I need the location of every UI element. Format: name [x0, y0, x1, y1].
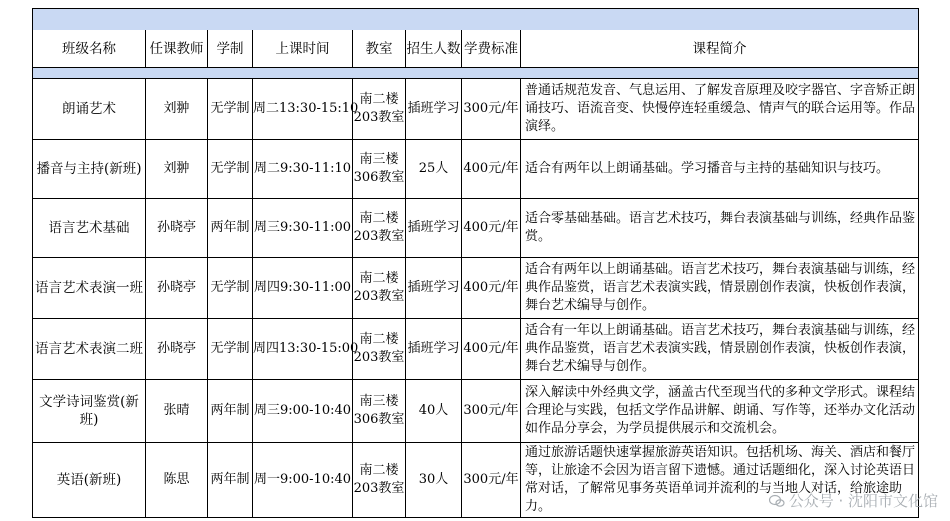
class-time: 周二9:30-11:10 [253, 140, 353, 199]
class-name: 朗诵艺术 [33, 79, 146, 140]
class-name: 播音与主持(新班) [33, 140, 146, 199]
header-enrollment: 招生人数 [406, 30, 462, 68]
class-time: 周二13:30-15:10 [253, 79, 353, 140]
enrollment: 插班学习 [406, 79, 462, 140]
course-table-wrapper [32, 8, 918, 518]
fee: 400元/年 [462, 319, 521, 380]
header-row [33, 30, 919, 68]
teacher: 孙晓亭 [146, 199, 208, 258]
header-room: 教室 [353, 30, 406, 68]
table-row [33, 140, 919, 199]
classroom: 南二楼203教室 [353, 319, 406, 380]
teacher: 张晴 [146, 380, 208, 443]
header-time: 上课时间 [253, 30, 353, 68]
table-row [33, 380, 919, 443]
class-time: 周四9:30-11:00 [253, 258, 353, 319]
watermark-text: 公众号 · 沈阳市文化馆 [788, 492, 938, 510]
fee: 400元/年 [462, 258, 521, 319]
teacher: 孙晓亭 [146, 319, 208, 380]
header-band [33, 9, 919, 31]
teacher: 孙晓亭 [146, 258, 208, 319]
enrollment: 插班学习 [406, 199, 462, 258]
class-time: 周三9:00-10:40 [253, 380, 353, 443]
description: 适合零基础基础。语言艺术技巧，舞台表演基础与训练，经典作品鉴赏。 [521, 199, 919, 258]
header-class-name: 班级名称 [33, 30, 146, 68]
header-fee: 学费标准 [462, 30, 521, 68]
system: 无学制 [208, 319, 253, 380]
enrollment: 30人 [406, 443, 462, 518]
system: 两年制 [208, 380, 253, 443]
system: 无学制 [208, 258, 253, 319]
system: 两年制 [208, 443, 253, 518]
description: 普通话规范发音、气息运用、了解发音原理及咬字器官、字音矫正朗诵技巧、语流音变、快慢停连轻重缓急、情声气的联合运用等。作品演绎。 [521, 79, 919, 140]
header-teacher: 任课教师 [146, 30, 208, 68]
header-system: 学制 [208, 30, 253, 68]
watermark [769, 490, 938, 511]
fee: 300元/年 [462, 79, 521, 140]
system: 两年制 [208, 199, 253, 258]
table-row [33, 199, 919, 258]
classroom: 南三楼306教室 [353, 380, 406, 443]
table-row [33, 79, 919, 140]
fee: 300元/年 [462, 443, 521, 518]
class-name: 语言艺术表演一班 [33, 258, 146, 319]
class-time: 周三9:30-11:00 [253, 199, 353, 258]
course-table [32, 8, 919, 518]
class-name: 语言艺术基础 [33, 199, 146, 258]
wechat-icon [769, 494, 785, 508]
classroom: 南二楼203教室 [353, 199, 406, 258]
fee: 300元/年 [462, 380, 521, 443]
class-name: 语言艺术表演二班 [33, 319, 146, 380]
enrollment: 插班学习 [406, 258, 462, 319]
fee: 400元/年 [462, 140, 521, 199]
description: 适合有一年以上朗诵基础。语言艺术技巧，舞台表演基础与训练，经典作品鉴赏，语言艺术表演实践，情景剧创作表演，快板创作表演，舞台艺术编导与创作。 [521, 319, 919, 380]
enrollment: 插班学习 [406, 319, 462, 380]
header-description: 课程简介 [521, 30, 919, 68]
class-name: 英语(新班) [33, 443, 146, 518]
description: 通过旅游话题快速掌握旅游英语知识。包括机场、海关、酒店和餐厅等，让旅途不会因为语言留下遗憾。通过话题细化，深入讨论英语日常对话，了解常见事务英语单词并流利的与当地人对话，给旅途助力。 [521, 443, 919, 518]
classroom: 南三楼306教室 [353, 140, 406, 199]
classroom: 南二楼203教室 [353, 258, 406, 319]
classroom: 南二楼203教室 [353, 443, 406, 518]
system: 无学制 [208, 140, 253, 199]
description: 适合有两年以上朗诵基础。语言艺术技巧，舞台表演基础与训练，经典作品鉴赏，语言艺术表演实践，情景剧创作表演，快板创作表演，舞台艺术编导与创作。 [521, 258, 919, 319]
description: 适合有两年以上朗诵基础。学习播音与主持的基础知识与技巧。 [521, 140, 919, 199]
class-time: 周一9:00-10:40 [253, 443, 353, 518]
enrollment: 25人 [406, 140, 462, 199]
class-name: 文学诗词鉴赏(新班) [33, 380, 146, 443]
table-row [33, 258, 919, 319]
teacher: 陈思 [146, 443, 208, 518]
header-gap [33, 68, 919, 79]
teacher: 刘翀 [146, 140, 208, 199]
system: 无学制 [208, 79, 253, 140]
fee: 400元/年 [462, 199, 521, 258]
enrollment: 40人 [406, 380, 462, 443]
teacher: 刘翀 [146, 79, 208, 140]
classroom: 南二楼203教室 [353, 79, 406, 140]
table-row [33, 319, 919, 380]
description: 深入解读中外经典文学，涵盖古代至现当代的多种文学形式。课程结合理论与实践，包括文学作品讲解、朗诵、写作等，还举办文化活动如作品分享会，为学员提供展示和交流机会。 [521, 380, 919, 443]
class-time: 周四13:30-15:00 [253, 319, 353, 380]
